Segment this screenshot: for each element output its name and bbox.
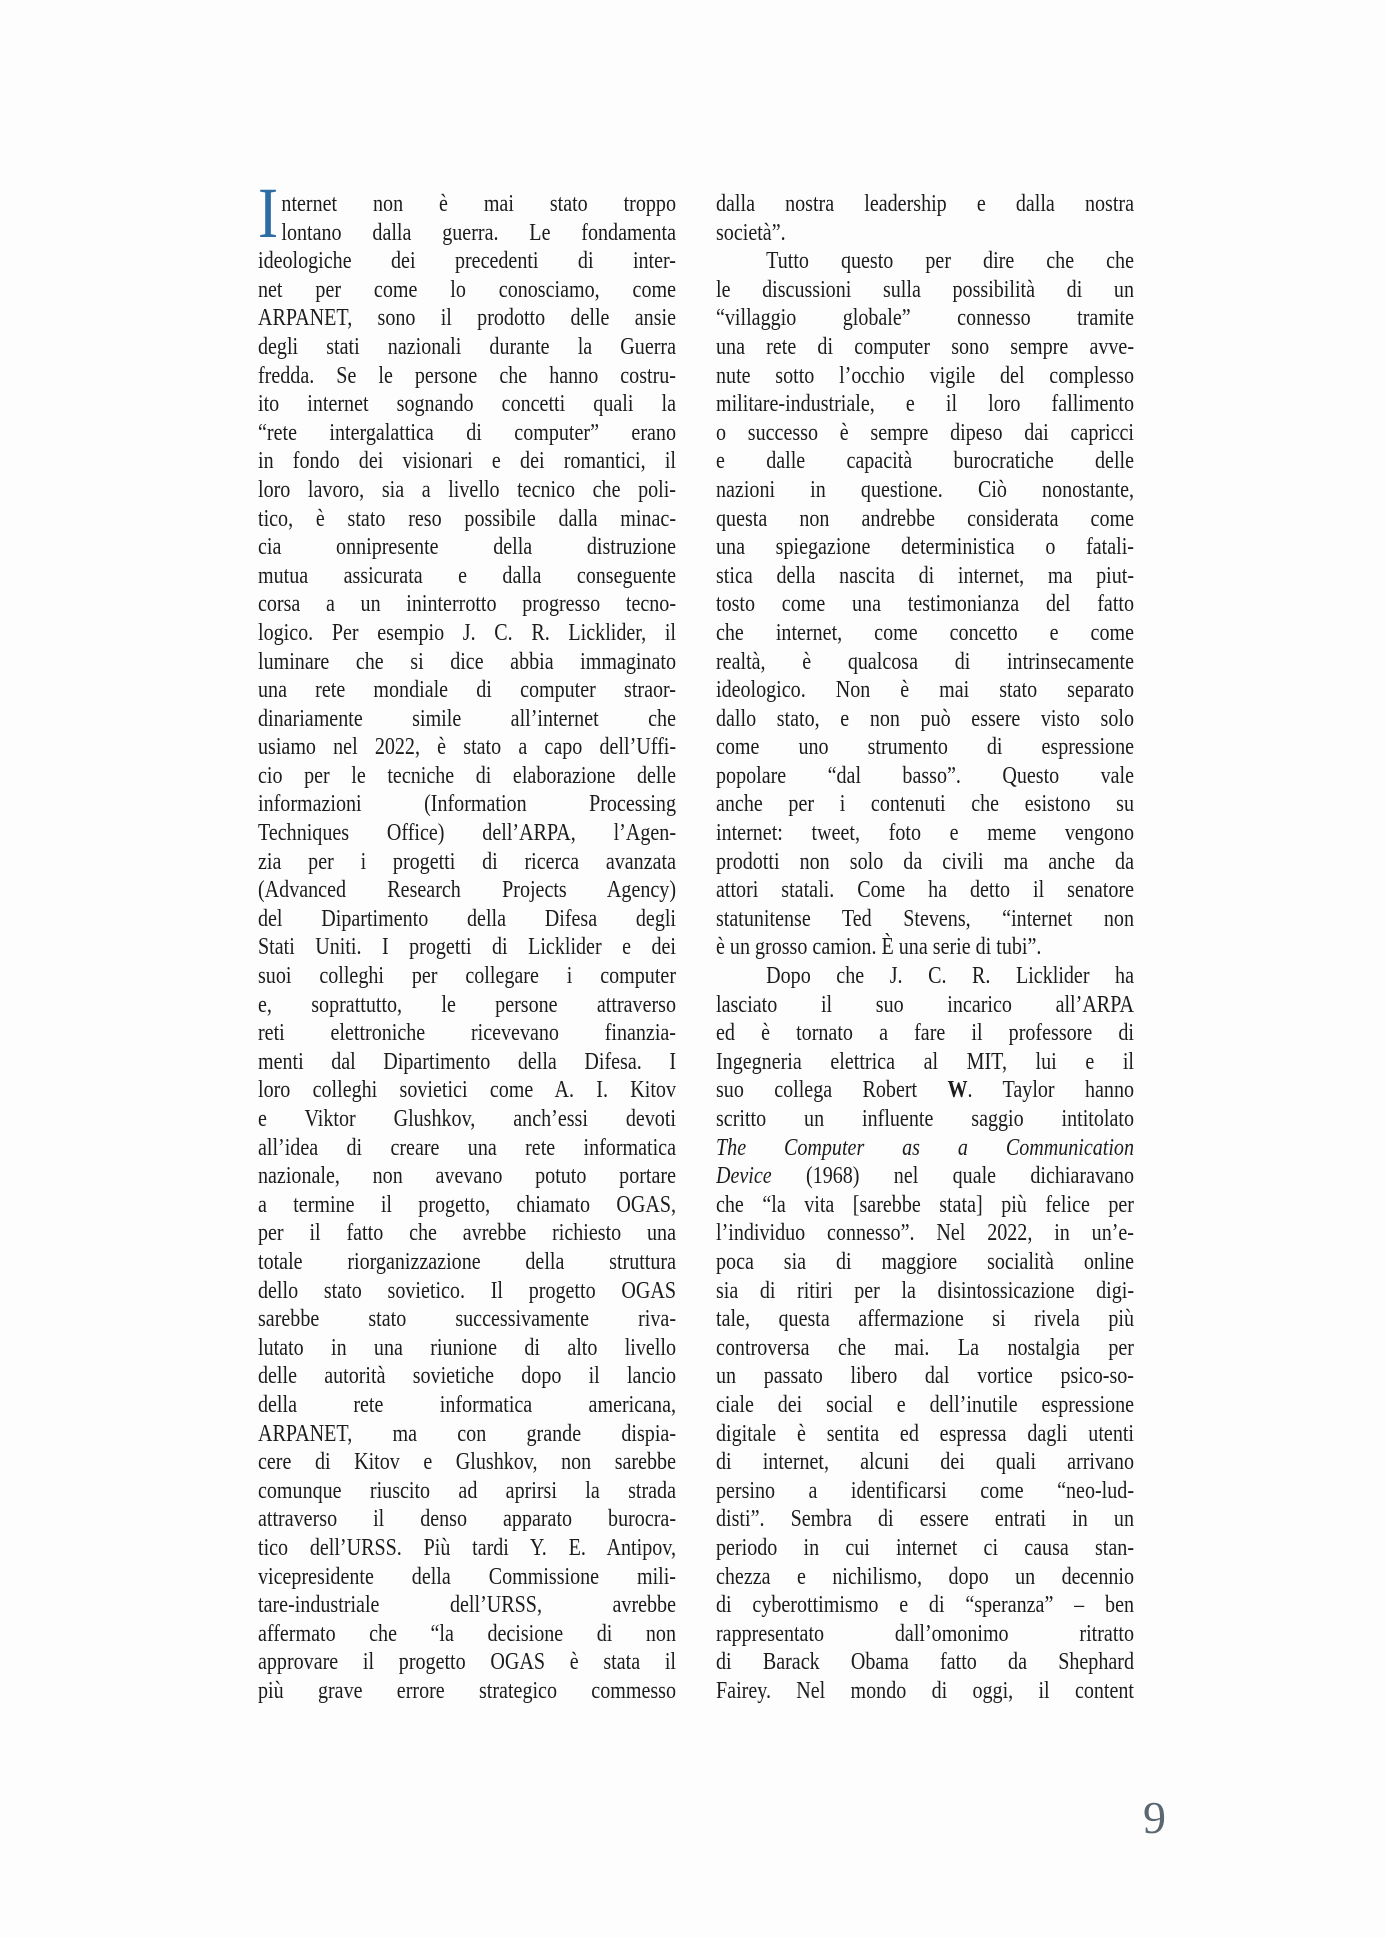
text-line: tico, è stato reso possibile dalla minac- (258, 505, 676, 532)
text-line: un passato libero dal vortice psico-so- (716, 1363, 1134, 1390)
text-line: Tutto questo per dire che che (766, 248, 1134, 275)
text-line: mutua assicurata e dalla conseguente (258, 562, 676, 589)
text-line: dello stato sovietico. Il progetto OGAS (258, 1277, 676, 1304)
text-line: affermato che “la decisione di non (258, 1620, 676, 1647)
text-line: stica della nascita di internet, ma piut- (716, 562, 1134, 589)
text-line: è un grosso camion. È una serie di tubi”. (716, 934, 1042, 961)
text-line (716, 1134, 1134, 1163)
text-line: Fairey. Nel mondo di oggi, il content (716, 1677, 1134, 1704)
drop-cap: I (258, 173, 279, 253)
text-line: menti dal Dipartimento della Difesa. I (258, 1048, 676, 1075)
text-line: militare-industriale, e il loro fallimento (716, 391, 1134, 418)
text-line: Stati Uniti. I progetti di Licklider e dei (258, 934, 676, 961)
text-line: cia onnipresente della distruzione (258, 534, 676, 561)
text-line: dinariamente simile all’internet che (258, 705, 676, 732)
text-line: di cyberottimismo e di “speranza” – ben (716, 1592, 1134, 1619)
text-line: reti elettroniche ricevevano finanzia- (258, 1020, 676, 1047)
text-line: nternet non è mai stato troppo (281, 191, 676, 217)
text-line: Ingegneria elettrica al MIT, lui e il (716, 1048, 1134, 1075)
text-line: popolare “dal basso”. Questo vale (716, 762, 1134, 789)
text-line: ideologiche dei precedenti di inter- (258, 248, 676, 275)
text-line: le discussioni sulla possibilità di un (716, 276, 1134, 303)
text-line: del Dipartimento della Difesa degli (258, 905, 676, 932)
text-line: questa non andrebbe considerata come (716, 505, 1134, 532)
text-line: per il fatto che avrebbe richiesto una (258, 1220, 676, 1247)
text-line: una rete mondiale di computer straor- (258, 677, 676, 704)
italic-text-segment: The Computer as a Communication (716, 1134, 1134, 1161)
text-line: dalla nostra leadership e dalla nostra (716, 191, 1134, 217)
text-line: ARPANET, ma con grande dispia- (258, 1420, 676, 1447)
text-line: Dopo che J. C. R. Licklider ha (766, 963, 1134, 990)
text-line: periodo in cui internet ci causa stan- (716, 1534, 1134, 1561)
text-segment: suo collega Robert (716, 1077, 948, 1104)
text-line: “villaggio globale” connesso tramite (716, 305, 1134, 332)
text-line: all’idea di creare una rete informatica (258, 1134, 676, 1161)
text-line: dallo stato, e non può essere visto solo (716, 705, 1134, 732)
italic-text-segment: Device (716, 1163, 772, 1190)
text-line: digitale è sentita ed espressa dagli utenti (716, 1420, 1134, 1447)
text-line: e Viktor Glushkov, anch’essi devoti (258, 1106, 676, 1132)
text-line: rappresentato dall’omonimo ritratto (716, 1620, 1134, 1647)
text-line: sarebbe stato successivamente riva- (258, 1306, 676, 1333)
text-line: loro lavoro, sia a livello tecnico che poli- (258, 476, 676, 503)
text-line: lasciato il suo incarico all’ARPA (716, 991, 1134, 1018)
text-line: società”. (716, 219, 786, 246)
text-line: totale riorganizzazione della struttura (258, 1248, 676, 1275)
text-line: tosto come una testimonianza del fatto (716, 591, 1134, 618)
text-line: attraverso il denso apparato burocra- (258, 1506, 676, 1533)
text-line: nazioni in questione. Ciò nonostante, (716, 476, 1134, 503)
text-line: ideologico. Non è mai stato separato (716, 677, 1134, 704)
text-line: disti”. Sembra di essere entrati in un (716, 1506, 1134, 1533)
text-line: chezza e nichilismo, dopo un decennio (716, 1563, 1134, 1590)
text-line: più grave errore strategico commesso (258, 1677, 676, 1704)
text-line: statunitense Ted Stevens, “internet non (716, 905, 1134, 932)
text-line: tico dell’URSS. Più tardi Y. E. Antipov, (258, 1534, 676, 1561)
text-line: come uno strumento di espressione (716, 734, 1134, 761)
text-line: lontano dalla guerra. Le fondamenta (281, 219, 676, 246)
text-line (716, 1162, 1134, 1191)
text-line: (Advanced Research Projects Agency) (258, 877, 676, 904)
text-line: della rete informatica americana, (258, 1391, 676, 1418)
text-line: di internet, alcuni dei quali arrivano (716, 1449, 1134, 1476)
text-line: loro colleghi sovietici come A. I. Kitov (258, 1077, 676, 1104)
text-line: a termine il progetto, chiamato OGAS, (258, 1191, 676, 1218)
text-line: ARPANET, sono il prodotto delle ansie (258, 305, 676, 332)
text-line: suoi colleghi per collegare i computer (258, 963, 676, 990)
text-line: cere di Kitov e Glushkov, non sarebbe (258, 1449, 676, 1476)
text-line: tare-industriale dell’URSS, avrebbe (258, 1592, 676, 1619)
text-line: ed è tornato a fare il professore di (716, 1020, 1134, 1047)
text-segment: W (947, 1077, 968, 1104)
text-line: ito internet sognando concetti quali la (258, 391, 676, 418)
text-line: delle autorità sovietiche dopo il lancio (258, 1363, 676, 1390)
text-line: usiamo nel 2022, è stato a capo dell’Uffi- (258, 734, 676, 761)
text-segment: . Taylor hanno (967, 1077, 1134, 1104)
text-line: l’individuo connesso”. Nel 2022, in un’e- (716, 1220, 1134, 1247)
text-line: poca sia di maggiore socialità online (716, 1248, 1134, 1275)
text-line: lutato in una riunione di alto livello (258, 1334, 676, 1361)
text-line: logico. Per esempio J. C. R. Licklider, il (258, 619, 676, 646)
text-line: Techniques Office) dell’ARPA, l’Agen- (258, 820, 676, 847)
text-line: o successo è sempre dipeso dai capricci (716, 419, 1134, 446)
text-line: informazioni (Information Processing (258, 791, 676, 818)
text-line: nute sotto l’occhio vigile del complesso (716, 362, 1134, 389)
text-segment: (1968) nel quale dichiaravano (771, 1163, 1134, 1190)
text-line: persino a identificarsi come “neo-lud- (716, 1477, 1134, 1504)
text-line: controversa che mai. La nostalgia per (716, 1334, 1134, 1361)
text-line: attori statali. Come ha detto il senatore (716, 877, 1134, 904)
text-line: e dalle capacità burocratiche delle (716, 448, 1134, 475)
text-line: vicepresidente della Commissione mili- (258, 1563, 676, 1590)
text-line: degli stati nazionali durante la Guerra (258, 333, 676, 360)
text-line: “rete intergalattica di computer” erano (258, 419, 676, 446)
text-line: approvare il progetto OGAS è stata il (258, 1649, 676, 1676)
text-line: internet: tweet, foto e meme vengono (716, 820, 1134, 847)
text-line: cio per le tecniche di elaborazione delle (258, 762, 676, 789)
text-line: che internet, come concetto e come (716, 619, 1134, 646)
text-line: in fondo dei visionari e dei romantici, il (258, 448, 676, 475)
text-line: anche per i contenuti che esistono su (716, 791, 1134, 818)
text-line: e, soprattutto, le persone attraverso (258, 991, 676, 1018)
text-line: corsa a un ininterrotto progresso tecno- (258, 591, 676, 618)
text-line: realtà, è qualcosa di intrinsecamente (716, 648, 1134, 675)
text-line (716, 1076, 1134, 1105)
text-line: net per come lo conosciamo, come (258, 276, 676, 303)
text-line: fredda. Se le persone che hanno costru- (258, 362, 676, 389)
text-column-right (716, 190, 1134, 1705)
text-line: tale, questa affermazione si rivela più (716, 1306, 1134, 1333)
text-line: comunque riuscito ad aprirsi la strada (258, 1477, 676, 1504)
text-line: una spiegazione deterministica o fatali- (716, 534, 1134, 561)
text-line: nazionale, non avevano potuto portare (258, 1163, 676, 1190)
text-line: ciale dei social e dell’inutile espressione (716, 1391, 1134, 1418)
page-number: 9 (1143, 1792, 1166, 1843)
text-line: di Barack Obama fatto da Shephard (716, 1649, 1134, 1676)
text-column-left (258, 173, 676, 1705)
text-line: luminare che si dice abbia immaginato (258, 648, 676, 675)
text-line: zia per i progetti di ricerca avanzata (258, 848, 676, 875)
text-line: che “la vita [sarebbe stata] più felice per (716, 1191, 1134, 1218)
text-line: sia di ritiri per la disintossicazione digi- (716, 1277, 1134, 1304)
text-line: scritto un influente saggio intitolato (716, 1106, 1134, 1132)
text-line: una rete di computer sono sempre avve- (716, 333, 1134, 360)
text-line: prodotti non solo da civili ma anche da (716, 848, 1134, 875)
